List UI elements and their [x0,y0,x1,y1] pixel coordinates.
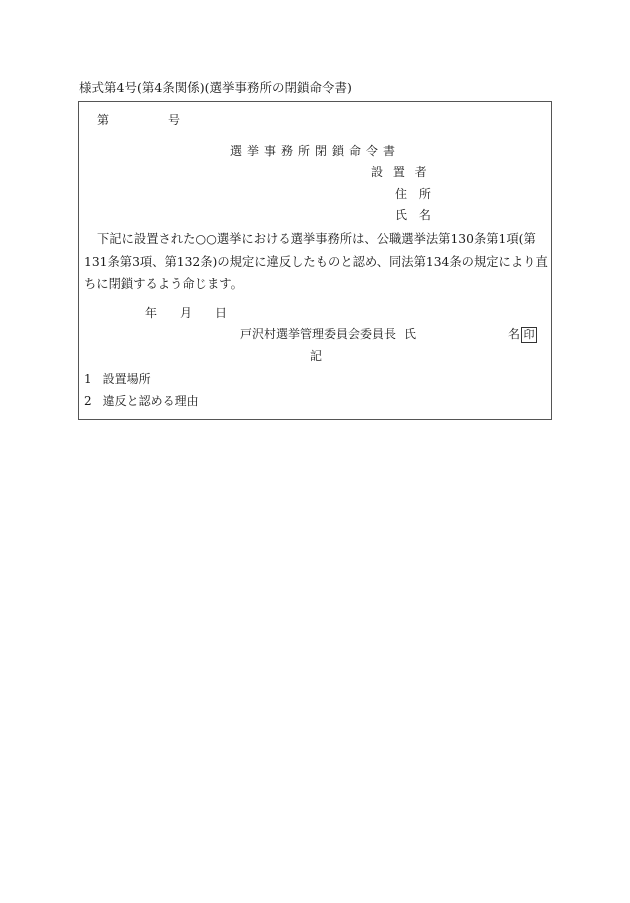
date-year: 年 [145,306,158,320]
addressee-address: 住 所 [395,187,431,201]
seal-stamp: 印 [521,327,537,343]
addressee-name: 氏 名 [395,208,431,222]
date-day: 日 [215,306,228,320]
form-caption: 様式第4号(第4条関係)(選挙事務所の閉鎖命令書) [79,80,352,95]
list-item [84,393,199,409]
order-body: 下記に設置された○○選挙における選挙事務所は、公職選挙法第130条第1項(第131条第3項、第132条)の規定に違反したものと認め、同法第134条の規定により直ちに閉鎖するよう命じます。 [84,232,548,291]
list-item [84,371,151,387]
list-item-label: 設置場所 [102,372,151,386]
issuer-mei-text: 名 [508,327,521,341]
order-body-text [84,228,550,296]
date-month: 月 [180,306,193,320]
issuer-shi: 氏 [404,327,417,341]
ki-heading: 記 [310,349,323,363]
number-prefix: 第 [97,113,110,127]
list-item-number: 1 [84,372,92,386]
document-title: 選挙事務所閉鎖命令書 [230,144,401,158]
list-item-number: 2 [84,394,92,408]
number-suffix: 号 [168,113,181,127]
issuer-mei [508,326,537,343]
issuer-title: 戸沢村選挙管理委員会委員長 [240,327,397,341]
addressee-setchisha: 設 置 者 [371,165,427,179]
list-item-label: 違反と認める理由 [102,394,199,408]
